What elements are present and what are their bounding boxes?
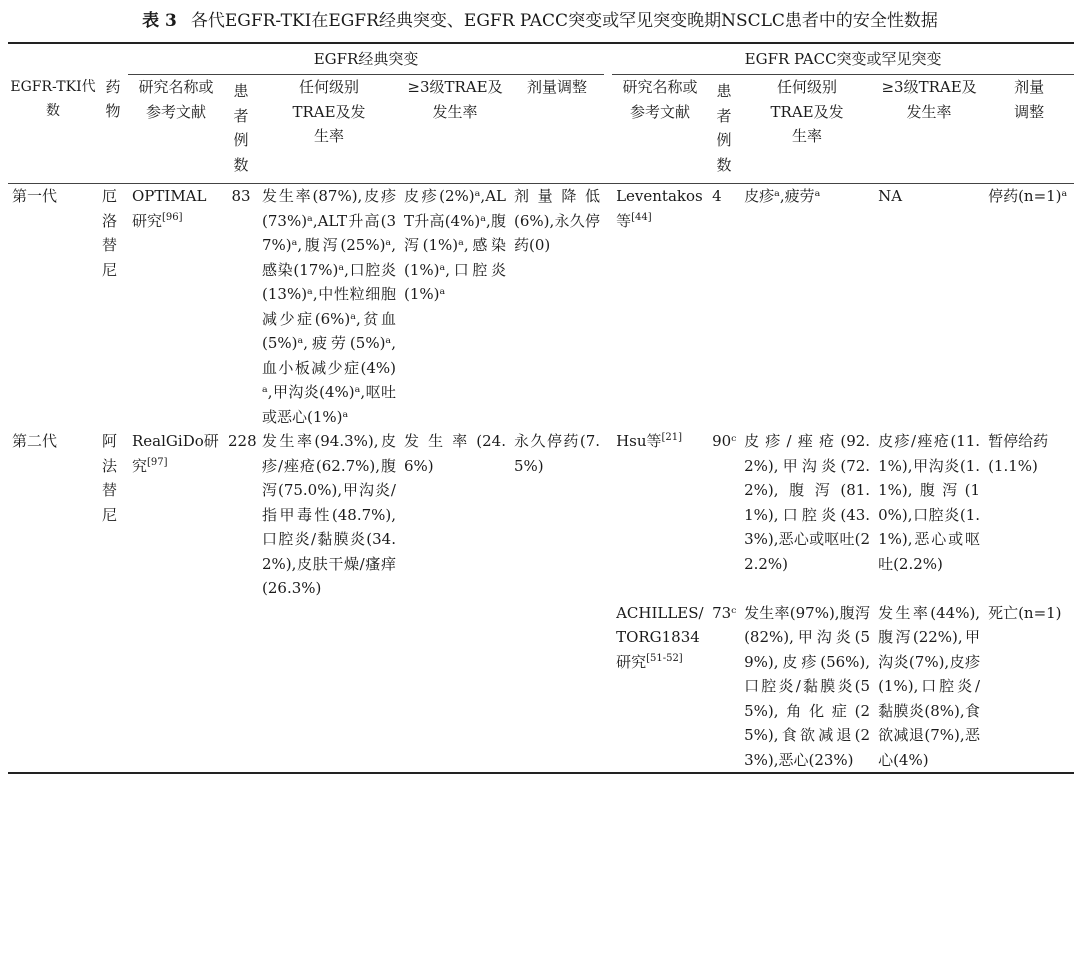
cell-grade3-trae-pacc: 发生率(44%),腹泻(22%),甲沟炎(7%),皮疹(1%),口腔炎/黏膜炎(8%),食欲减退(7%),恶心(4%): [878, 603, 981, 769]
cell-study: [128, 429, 224, 601]
cell-any-trae-pacc: 皮疹ᵃ,疲劳ᵃ: [744, 187, 821, 205]
safety-data-table: [8, 42, 1074, 774]
cell-dose-adjust-pacc: 停药(n=1)ᵃ: [988, 187, 1068, 205]
study-reference: [44]: [631, 211, 652, 223]
group-header-pacc: EGFR PACC突变或罕见突变: [612, 43, 1074, 75]
cell-any-trae: 发生率(94.3%),皮疹/痤疮(62.7%),腹泻(75.0%),甲沟炎/指甲毒性(48.7%),口腔炎/黏膜炎(34.2%),皮肤干燥/瘙痒(26.3%): [262, 432, 396, 597]
cell-study: [128, 184, 224, 430]
header-patients: 患者例数: [233, 82, 249, 174]
cell-patients-pacc: 73ᶜ: [712, 603, 737, 622]
cell-generation: 第二代: [12, 432, 58, 450]
cell-any-trae: 发生率(87%),皮疹(73%)ᵃ,ALT升高(37%)ᵃ,腹泻(25%)ᵃ,感染(17%)ᵃ,口腔炎(13%)ᵃ,中性粒细胞减少症(6%)ᵃ,贫血(5%)ᵃ,疲劳(5%)ᵃ,血小板减少症(4%)ᵃ,甲沟炎(4%)ᵃ,呕吐或恶心(1%)ᵃ: [262, 187, 396, 426]
cell-dose-adjust-pacc: 暂停给药(1.1%): [988, 432, 1049, 475]
cell-grade3-trae-pacc: NA: [878, 187, 903, 205]
table-number: 表 3: [142, 11, 177, 31]
cell-dose-adjust-pacc: 死亡(n=1): [988, 603, 1062, 622]
header-dose-adjust-pacc: 剂量调整: [1014, 78, 1045, 121]
table-title: 各代EGFR-TKI在EGFR经典突变、EGFR PACC突变或罕见突变晚期NSCLC患者中的安全性数据: [190, 11, 938, 31]
cell-dose-adjust: 剂量降低(6%),永久停药(0): [514, 187, 601, 254]
study-name: Leventakos等: [616, 187, 703, 230]
table-row: [8, 184, 1074, 430]
study-name: RealGiDo研究: [132, 432, 219, 475]
cell-drug: 厄洛替尼: [102, 187, 118, 279]
table-caption: [0, 8, 1080, 34]
header-any-trae-pacc: 任何级别TRAE及发生率: [770, 78, 844, 145]
cell-dose-adjust: 永久停药(7.5%): [514, 432, 601, 475]
study-name: Hsu等: [616, 432, 662, 450]
cell-any-trae-pacc: 皮疹/痤疮(92.2%),甲沟炎(72.2%),腹泻(81.1%),口腔炎(43.3%),恶心或呕吐(22.2%): [744, 432, 871, 573]
cell-patients: 228: [228, 432, 257, 450]
header-group-row: [8, 43, 1074, 75]
study-reference: [51-52]: [646, 652, 683, 664]
cell-grade3-trae: 发生率(24.6%): [404, 432, 506, 475]
cell-grade3-trae: 皮疹(2%)ᵃ,ALT升高(4%)ᵃ,腹泻(1%)ᵃ,感染(1%)ᵃ,口腔炎(1%)ᵃ: [404, 187, 506, 303]
study-name: ACHILLES/TORG1834研究: [616, 603, 704, 671]
cell-generation: [8, 601, 98, 774]
cell-study-pacc: [612, 184, 708, 430]
cell-drug: [98, 601, 128, 774]
cell-any-trae-pacc: 发生率(97%),腹泻(82%),甲沟炎(59%),皮疹(56%),口腔炎/黏膜炎(55%),角化症(25%),食欲减退(23%),恶心(23%): [744, 603, 871, 769]
table-row: [8, 601, 1074, 774]
cell-grade3-trae-pacc: 皮疹/痤疮(11.1%),甲沟炎(1.1%),腹泻(10%),口腔炎(1.1%),恶心或呕吐(2.2%): [878, 432, 981, 573]
header-study: 研究名称或参考文献: [138, 78, 214, 121]
cell-generation: 第一代: [12, 187, 58, 205]
group-header-classic: EGFR经典突变: [128, 43, 604, 75]
header-dose-adjust: 剂量调整: [527, 78, 588, 96]
header-drug: 药物: [105, 77, 121, 120]
header-patients-pacc: 患者例数: [716, 82, 732, 174]
table-row: [8, 429, 1074, 601]
cell-drug: 阿法替尼: [102, 432, 118, 524]
cell-any-trae: [258, 601, 400, 774]
cell-study-pacc: [612, 429, 708, 601]
cell-patients: 83: [231, 187, 251, 205]
header-grade3-trae-pacc: ≥3级TRAE及发生率: [881, 78, 977, 121]
header-generation: EGFR-TKI代数: [10, 78, 96, 119]
header-any-trae: 任何级别TRAE及发生率: [292, 78, 366, 145]
study-reference: [97]: [147, 456, 168, 468]
cell-patients-pacc: 90ᶜ: [712, 432, 737, 450]
cell-dose-adjust: [510, 601, 604, 774]
cell-study: [128, 601, 224, 774]
study-reference: [21]: [661, 432, 683, 443]
cell-study-pacc: [612, 601, 708, 774]
header-grade3-trae: ≥3级TRAE及发生率: [407, 78, 503, 121]
cell-grade3-trae: [400, 601, 510, 774]
header-column-row: [8, 75, 1074, 184]
study-name: OPTIMAL研究: [132, 187, 207, 230]
study-reference: [96]: [162, 211, 183, 223]
cell-patients-pacc: 4: [712, 187, 722, 205]
header-study-pacc: 研究名称或参考文献: [622, 78, 698, 121]
cell-patients: [224, 601, 258, 774]
